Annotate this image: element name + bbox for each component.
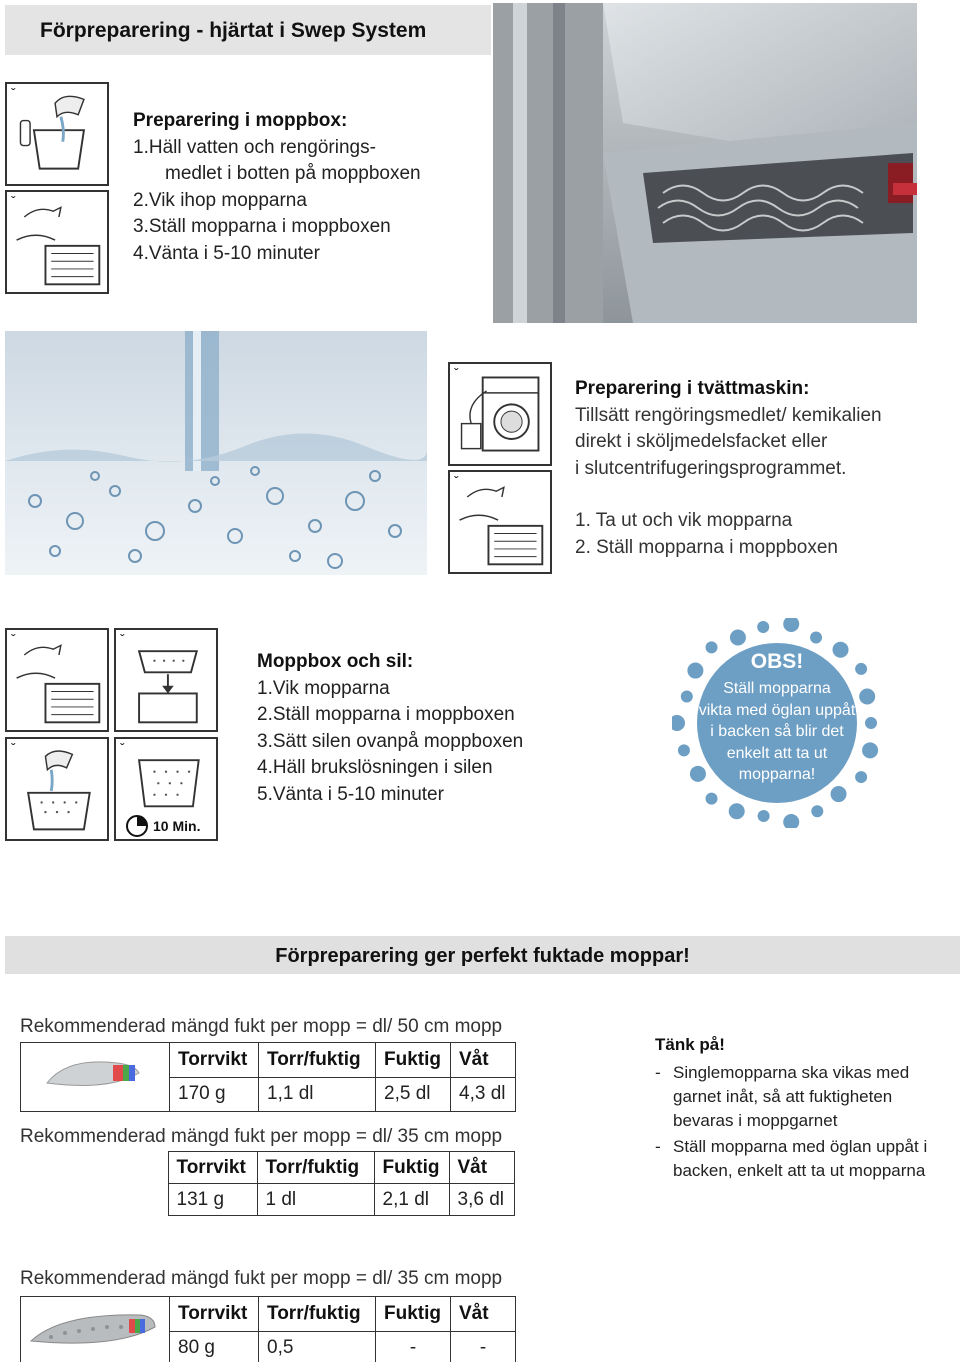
water-bubbles-photo — [5, 331, 427, 575]
fold-mops-box-icon — [5, 628, 109, 732]
tip-box — [655, 1033, 960, 1183]
sil-title: Moppbox och sil: — [257, 651, 414, 672]
moppbox-step-cont: medlet i botten på moppboxen — [165, 163, 421, 184]
moisture-table-50 — [20, 1042, 516, 1112]
sil-step: 4. Häll brukslösningen i silen — [257, 757, 493, 778]
washer-instructions — [575, 376, 882, 561]
obs-body: Ställ mopparna vikta med öglan uppåt i backen så blir det enkelt att ta ut mopparna! — [698, 680, 856, 783]
empty-cell — [20, 1152, 168, 1216]
sil-steps — [257, 676, 523, 809]
washing-machine-icon — [448, 362, 552, 466]
sil-step: 5. Vänta i 5-10 minuter — [257, 783, 444, 805]
obs-dot — [730, 629, 746, 645]
checkmark-icon: ˇ — [120, 631, 125, 647]
checkmark-icon: ˇ — [120, 740, 125, 756]
sil-instructions — [257, 649, 523, 808]
obs-dot — [810, 631, 822, 643]
sil-step: 1. Vik mopparna — [257, 677, 390, 699]
page-header — [5, 5, 491, 55]
checkmark-icon: ˇ — [11, 631, 16, 647]
moppbox-steps — [133, 135, 421, 268]
value-cell: 2,5 dl — [376, 1077, 451, 1112]
header-cell: Torrvikt — [170, 1043, 259, 1078]
value-cell: 2,1 dl — [374, 1184, 449, 1216]
tip-item: - Ställ mopparna med öglan uppåt i backen, enkelt att ta ut mopparna — [655, 1137, 928, 1180]
obs-text — [672, 650, 882, 786]
sil-step: 2. Ställ mopparna i moppboxen — [257, 704, 515, 725]
checkmark-icon: ˇ — [454, 473, 459, 489]
obs-dot — [811, 805, 823, 817]
value-cell: 80 g — [170, 1331, 259, 1362]
table-heading: Rekommenderad mängd fukt per mopp = dl/ 35 cm mopp — [20, 1126, 503, 1147]
header-cell: Fuktig — [376, 1297, 451, 1332]
washer-title: Preparering i tvättmaskin: — [575, 378, 810, 399]
header-cell: Torr/fuktig — [259, 1043, 376, 1078]
value-cell: 1 dl — [257, 1184, 374, 1216]
moppbox-step: 1. Häll vatten och rengörings- — [133, 136, 376, 158]
obs-dot — [783, 814, 799, 828]
summary-band — [5, 936, 960, 974]
value-cell: 4,3 dl — [451, 1077, 516, 1112]
fold-mops-box-icon — [5, 190, 109, 294]
obs-dot — [706, 793, 718, 805]
moisture-table-35 — [20, 1151, 515, 1216]
header-cell: Våt — [451, 1297, 516, 1332]
washer-step: 2. Ställ mopparna i moppboxen — [575, 536, 838, 558]
obs-dot — [831, 786, 847, 802]
obs-dot — [758, 810, 770, 822]
obs-title: OBS! — [750, 650, 804, 673]
tip-title: Tänk på! — [655, 1035, 725, 1054]
clock-icon — [126, 815, 148, 837]
checkmark-icon: ˇ — [11, 193, 16, 209]
sil-step: 3. Sätt silen ovanpå moppboxen — [257, 730, 524, 752]
mop-cart-photo — [493, 3, 917, 323]
header-cell: Torrvikt — [168, 1152, 257, 1184]
pour-into-sieve-icon — [5, 737, 109, 841]
pour-water-box-icon — [5, 82, 109, 186]
washer-line: direkt i sköljmedelsfacket eller — [575, 431, 828, 452]
checkmark-icon: ˇ — [11, 85, 16, 101]
moppbox-step: 4. Vänta i 5-10 minuter — [133, 242, 320, 264]
obs-dot — [783, 618, 799, 632]
mop-35-icon — [21, 1297, 169, 1359]
sieve-on-box-icon — [114, 628, 218, 732]
washer-step: 1. Ta ut och vik mopparna — [575, 510, 793, 531]
timer-label: 10 Min. — [126, 815, 200, 837]
fold-mops-box-icon — [448, 470, 552, 574]
moppbox-instructions — [133, 108, 421, 267]
washer-line: Tillsätt rengöringsmedlet/ kemikalien — [575, 404, 882, 426]
header-cell: Torr/fuktig — [257, 1152, 374, 1184]
checkmark-icon: ˇ — [454, 365, 459, 381]
mop-image — [21, 1297, 170, 1362]
header-cell: Fuktig — [374, 1152, 449, 1184]
moppbox-step: 3. Ställ mopparna i moppboxen — [133, 216, 391, 237]
value-cell: 3,6 dl — [449, 1184, 514, 1216]
obs-dot — [729, 803, 745, 819]
table-heading: Rekommenderad mängd fukt per mopp = dl/ 35 cm mopp — [20, 1268, 503, 1289]
value-cell: - — [376, 1331, 451, 1362]
checkmark-icon: ˇ — [11, 740, 16, 756]
moisture-table-35-single — [20, 1296, 516, 1362]
table-heading: Rekommenderad mängd fukt per mopp = dl/ 50 cm mopp — [20, 1016, 503, 1037]
mop-50-icon — [21, 1043, 169, 1105]
summary-text: Förpreparering ger perfekt fuktade moppar! — [275, 945, 690, 967]
value-cell: - — [451, 1331, 516, 1362]
value-cell: 0,5 — [259, 1331, 376, 1362]
moppbox-step: 2. Vik ihop mopparna — [133, 189, 307, 211]
mop-image — [21, 1043, 170, 1112]
washer-line: i slutcentrifugeringsprogrammet. — [575, 457, 847, 479]
page-title: Förpreparering - hjärtat i Swep System — [40, 19, 427, 42]
tip-item: - Singlemopparna ska vikas med garnet inåt, så att fuktigheten bevaras i moppgarnet — [655, 1063, 910, 1130]
header-cell: Våt — [449, 1152, 514, 1184]
value-cell: 131 g — [168, 1184, 257, 1216]
obs-dot — [757, 621, 769, 633]
header-cell: Torrvikt — [170, 1297, 259, 1332]
header-cell: Fuktig — [376, 1043, 451, 1078]
header-cell: Våt — [451, 1043, 516, 1078]
moppbox-title: Preparering i moppbox: — [133, 110, 348, 131]
value-cell: 1,1 dl — [259, 1077, 376, 1112]
value-cell: 170 g — [170, 1077, 259, 1112]
header-cell: Torr/fuktig — [259, 1297, 376, 1332]
